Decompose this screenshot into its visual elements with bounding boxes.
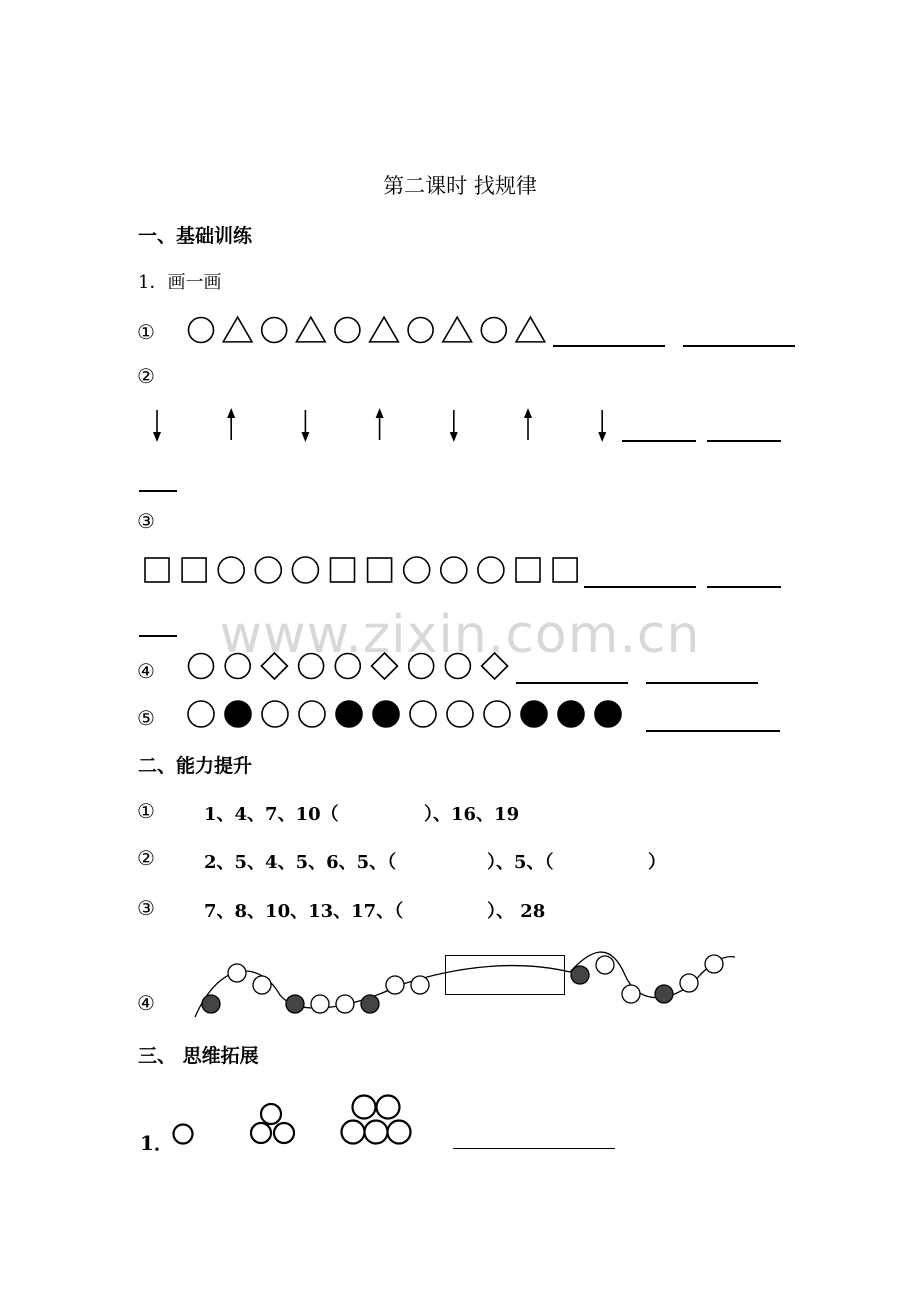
bead-string-line [195, 952, 735, 1017]
circle-shape [441, 557, 467, 583]
page-title: 第二课时 找规律 [383, 174, 537, 198]
pyramid-circle [274, 1123, 294, 1143]
circle-shape [218, 557, 244, 583]
square-shape [516, 558, 540, 582]
pattern-row-1 [189, 317, 545, 342]
pattern-row-4 [189, 653, 508, 679]
triangle-shape [370, 317, 399, 342]
question-1-label: 1．画一画 [138, 272, 222, 293]
watermark: www.zixin.com.cn [219, 605, 701, 665]
circle-shape [292, 557, 318, 583]
circle-shape [478, 557, 504, 583]
diamond-shape [261, 653, 287, 679]
sequence-1-end: ）、16、19 [424, 804, 520, 825]
circle-shape [225, 654, 250, 679]
arrow-head [301, 432, 309, 442]
marker-4: ④ [137, 659, 155, 683]
triangle-shape [296, 317, 325, 342]
diamond-shape [372, 653, 398, 679]
marker-s2-3: ③ [137, 896, 155, 920]
arrow-head [376, 408, 384, 418]
sequence-3-end: ）、 28 [487, 901, 546, 922]
triangle-shape [443, 317, 472, 342]
marker-s2-1: ① [137, 799, 155, 823]
circle-shape [299, 701, 325, 727]
filled-bead [361, 995, 379, 1013]
filled-circle-shape [558, 701, 584, 727]
arrow-head [227, 408, 235, 418]
open-bead [705, 955, 723, 973]
filled-circle-shape [595, 701, 621, 727]
marker-5: ⑤ [137, 706, 155, 730]
circle-shape [481, 318, 506, 343]
circle-shape [262, 318, 287, 343]
pyramid-circle [365, 1121, 388, 1144]
triangle-shape [516, 317, 545, 342]
circle-shape [408, 318, 433, 343]
circle-shape [262, 701, 288, 727]
circle-shape [409, 654, 434, 679]
sequence-2-end: ） [648, 852, 666, 873]
marker-s2-4: ④ [137, 991, 155, 1015]
open-bead [228, 964, 246, 982]
open-bead [311, 995, 329, 1013]
open-bead [622, 985, 640, 1003]
marker-s2-2: ② [137, 846, 155, 870]
open-bead [411, 976, 429, 994]
pyramid-circle [388, 1121, 411, 1144]
circle-shape [189, 654, 214, 679]
pyramid-circle [342, 1121, 365, 1144]
filled-bead [202, 995, 220, 1013]
sequence-2-middle: ）、5、（ [487, 852, 554, 873]
open-bead [596, 956, 614, 974]
section-3-heading: 三、 思维拓展 [138, 1045, 259, 1067]
pattern-row-5 [188, 701, 621, 727]
open-bead [386, 976, 404, 994]
circle-shape [447, 701, 473, 727]
filled-circle-shape [336, 701, 362, 727]
arrow-head [524, 408, 532, 418]
bead-string [195, 952, 735, 1017]
circle-shape [484, 701, 510, 727]
pyramid-circle [353, 1096, 376, 1119]
filled-bead [655, 985, 673, 1003]
pattern-row-3 [145, 557, 577, 583]
marker-3: ③ [137, 509, 155, 533]
triangle-shape [223, 317, 252, 342]
circle-shape [445, 654, 470, 679]
circle-shape [188, 701, 214, 727]
arrow-head [598, 432, 606, 442]
circle-shape [255, 557, 281, 583]
open-bead [680, 974, 698, 992]
arrow-head [450, 432, 458, 442]
square-shape [368, 558, 392, 582]
circle-shape [335, 654, 360, 679]
filled-bead [571, 966, 589, 984]
section-1-heading: 一、基础训练 [138, 225, 253, 247]
square-shape [553, 558, 577, 582]
circle-shape [404, 557, 430, 583]
filled-circle-shape [225, 701, 251, 727]
filled-circle-shape [373, 701, 399, 727]
marker-1: ① [137, 320, 155, 344]
square-shape [145, 558, 169, 582]
section-2-heading: 二、能力提升 [138, 755, 253, 777]
filled-bead [286, 995, 304, 1013]
circle-shape [189, 318, 214, 343]
open-bead [253, 976, 271, 994]
square-shape [182, 558, 206, 582]
square-shape [331, 558, 355, 582]
pyramid-circle [261, 1104, 281, 1124]
sequence-2-start: 2、5、4、5、6、5、（ [204, 852, 397, 873]
circle-shape [410, 701, 436, 727]
marker-2: ② [137, 364, 155, 388]
open-bead [336, 995, 354, 1013]
pyramid-circle [377, 1096, 400, 1119]
sequence-1-start: 1、4、7、10（ [204, 804, 339, 825]
pyramid-circle [251, 1123, 271, 1143]
pattern-row-2 [153, 408, 606, 442]
arrow-head [153, 432, 161, 442]
diamond-shape [482, 653, 508, 679]
sequence-3-start: 7、8、10、13、17、（ [204, 901, 404, 922]
circle-pyramid-figure [174, 1096, 411, 1144]
section-3-question-1-label: 1． [140, 1131, 174, 1155]
filled-circle-shape [521, 701, 547, 727]
pyramid-circle [174, 1125, 193, 1144]
circle-shape [299, 654, 324, 679]
circle-shape [335, 318, 360, 343]
